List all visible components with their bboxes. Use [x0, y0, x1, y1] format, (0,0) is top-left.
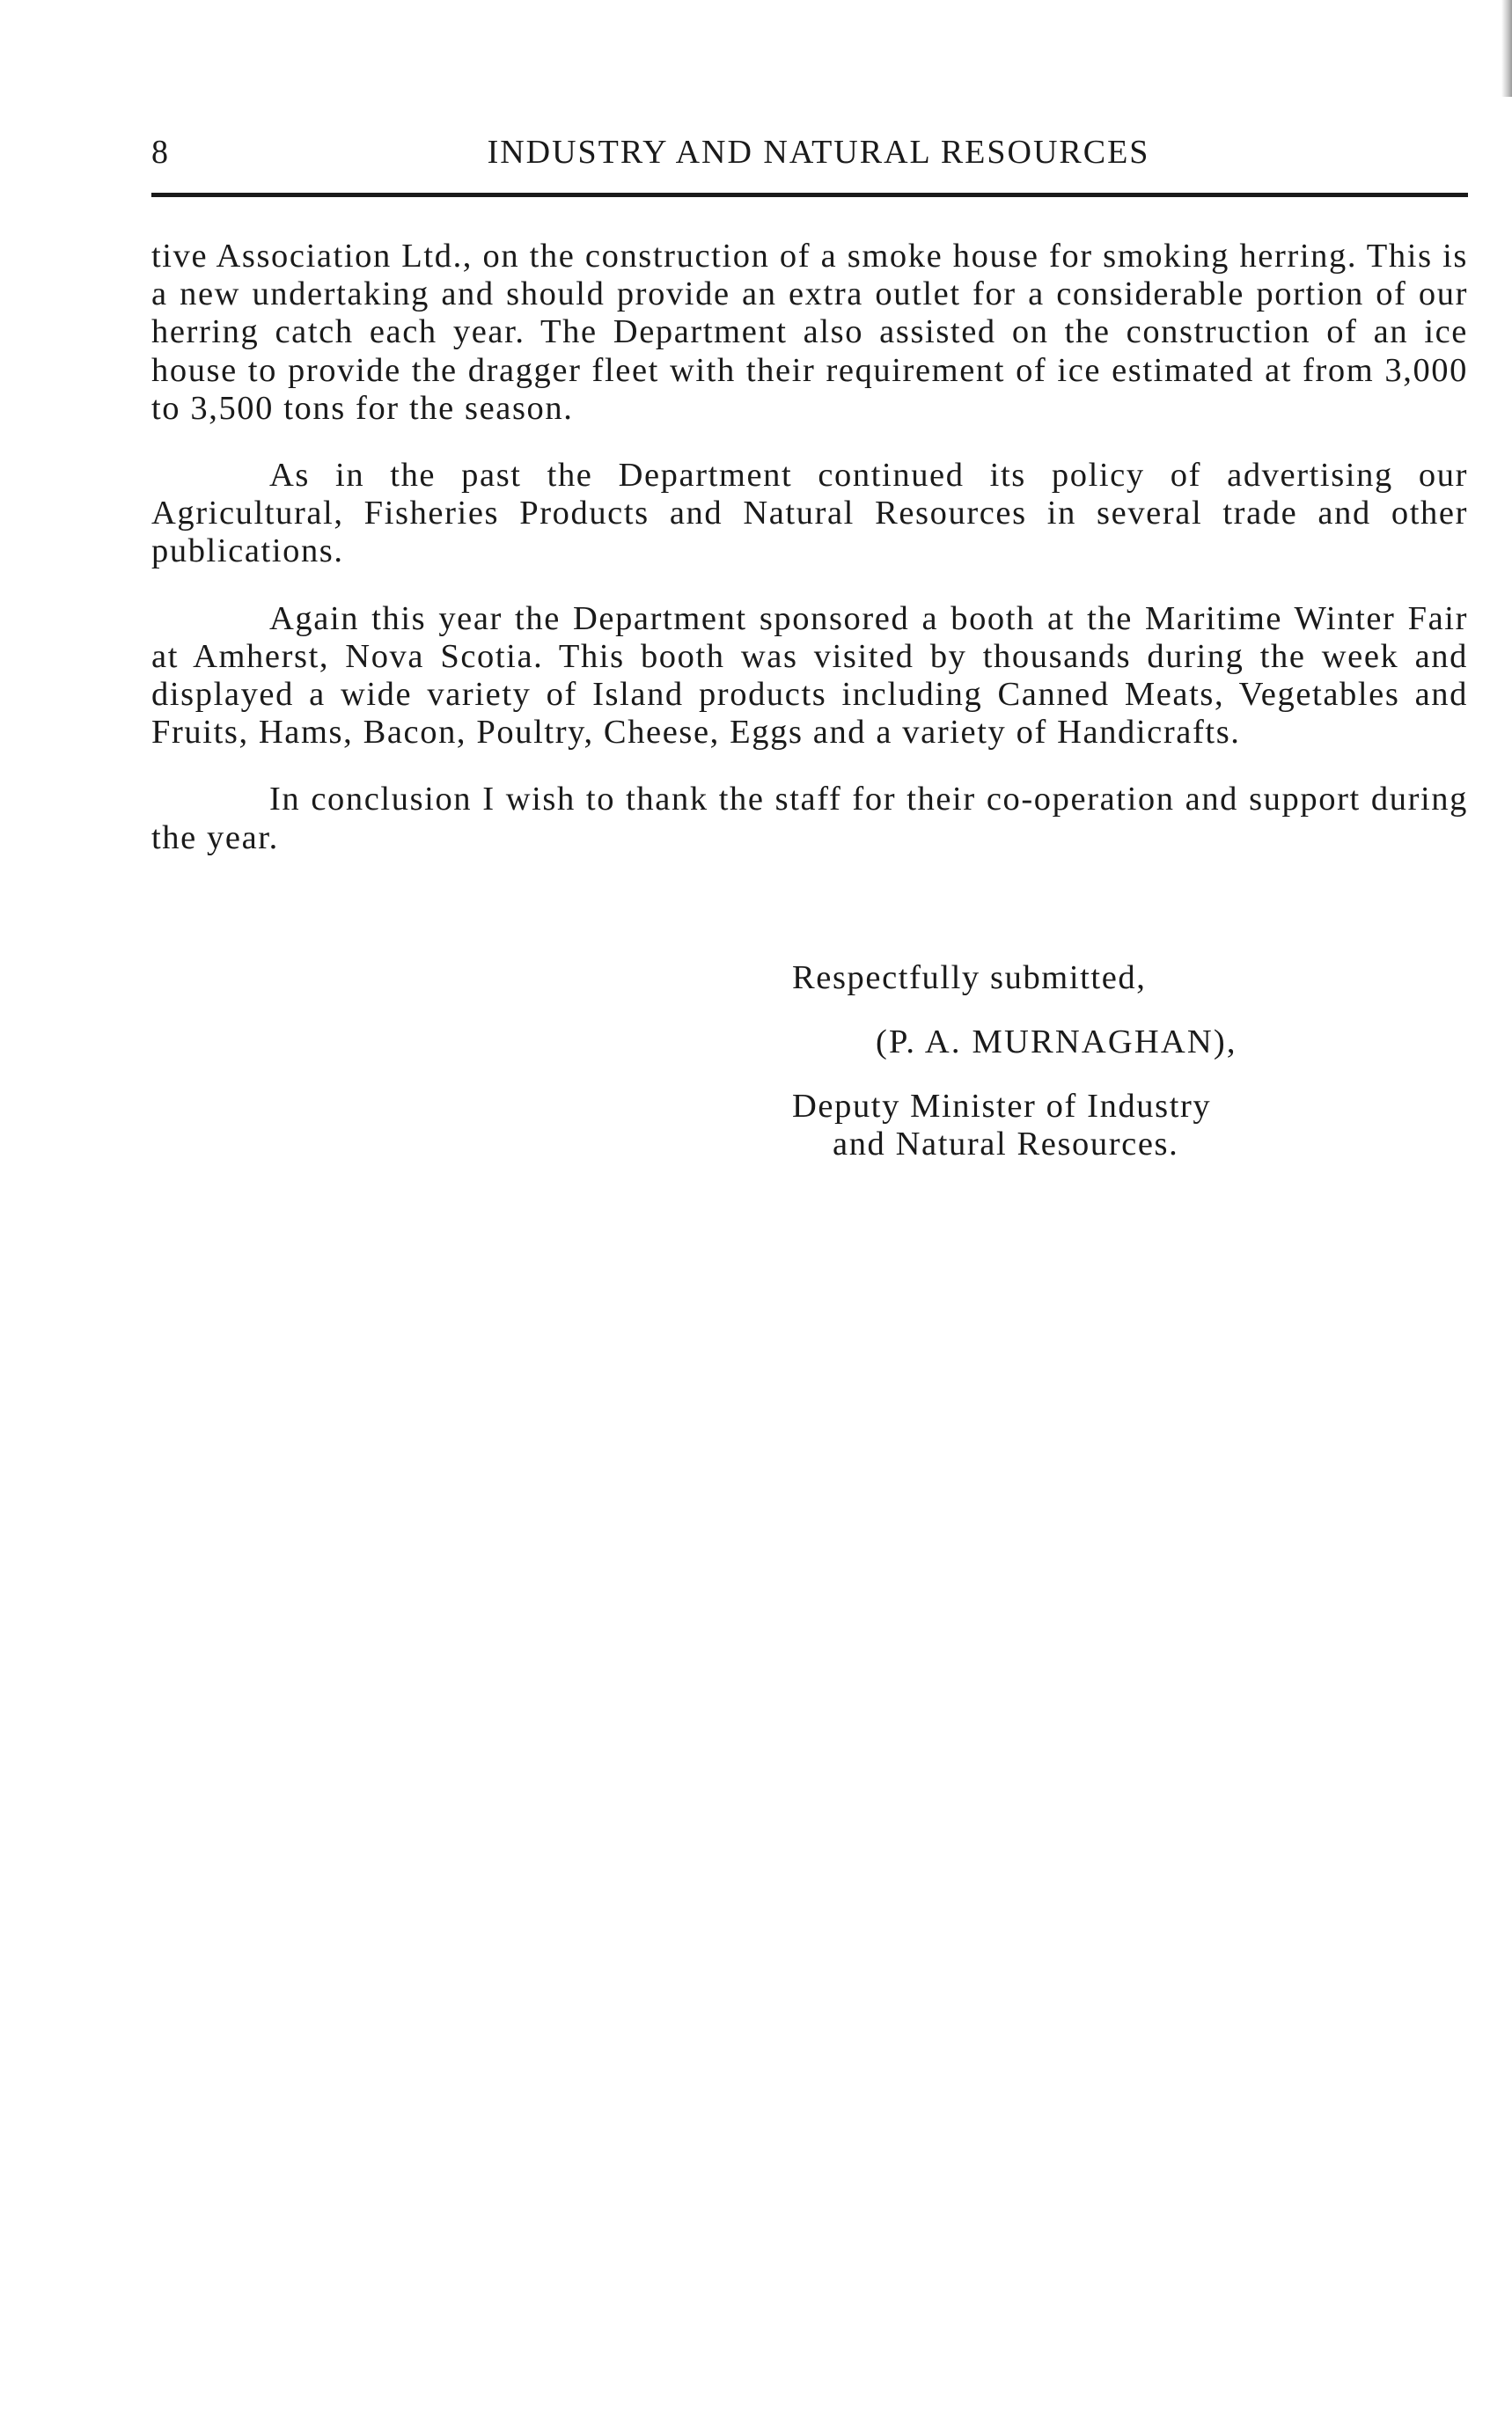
paragraph-advertising: As in the past the Department continued its policy of advertising our Agricultural, Fisheries Products and Natural Resources in several trade and other publications.: [151, 457, 1468, 570]
page-header: [151, 130, 1468, 174]
paragraph-continuation: tive Association Ltd., on the construction of a smoke house for smoking herring. This is a new undertaking and should provide an extra outlet for a considerable portion of our herring catch each year. The Department also assisted on the construction of an ice house to provide the dragger fleet with their requirement of ice estimated at from 3,000 to 3,500 tons for the season.: [151, 238, 1468, 427]
signature-block: [792, 959, 1408, 1163]
signatory-title-line2: and Natural Resources.: [833, 1126, 1179, 1163]
paragraph-conclusion: In conclusion I wish to thank the staff for their co-operation and support during the year.: [151, 781, 1468, 856]
page-number: 8: [151, 134, 169, 171]
closing-line: Respectfully submitted,: [792, 959, 1147, 996]
header-rule: [151, 193, 1468, 197]
running-title: INDUSTRY AND NATURAL RESOURCES: [487, 134, 1150, 171]
signatory-name: (P. A. MURNAGHAN),: [876, 1023, 1237, 1060]
signatory-title-line1: Deputy Minister of Industry: [792, 1088, 1212, 1125]
page-edge-shadow: [1501, 0, 1512, 97]
body-text: [151, 238, 1468, 886]
paragraph-winter-fair: Again this year the Department sponsored a booth at the Maritime Winter Fair at Amherst, Nova Scotia. This booth was visited by thousands during the week and displayed a wide variety of Island products including Canned Meats, Vegetables and Fruits, Hams, Bacon, Poultry, Cheese, Eggs and a variety of Handicrafts.: [151, 599, 1468, 752]
